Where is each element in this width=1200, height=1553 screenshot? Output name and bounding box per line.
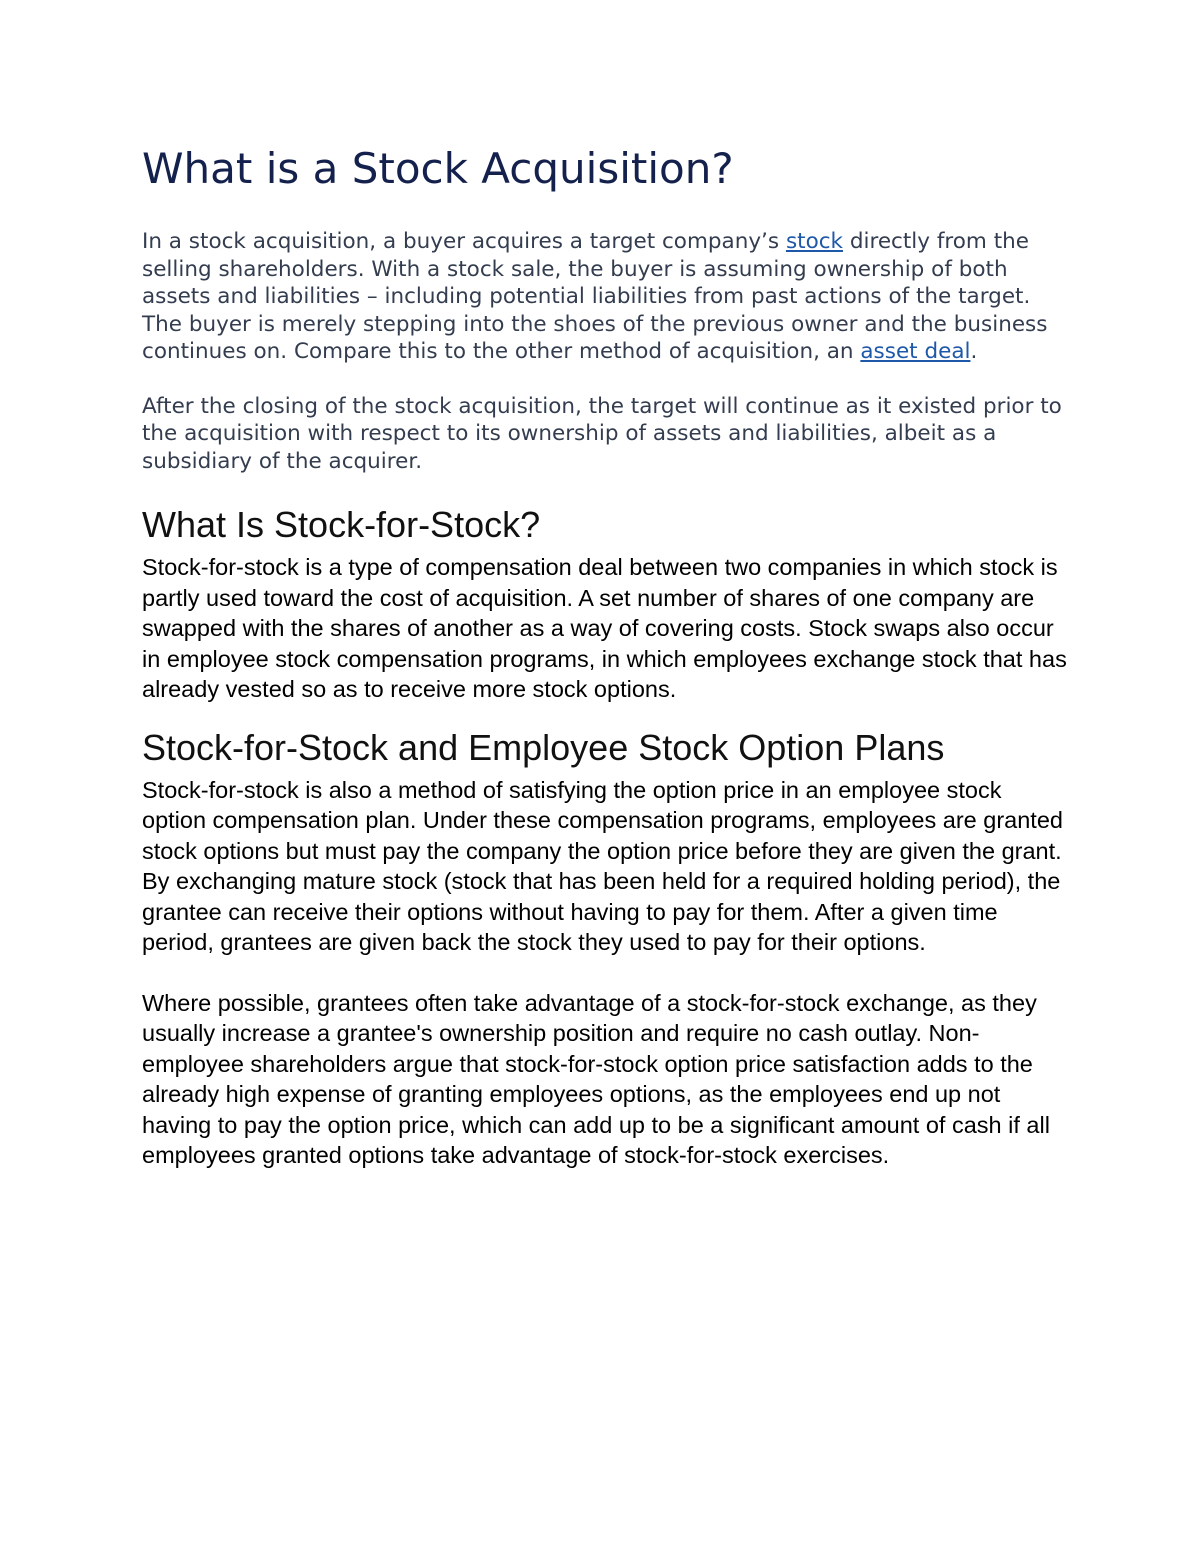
section-stock-for-stock <box>142 552 1072 705</box>
asset-deal-link[interactable]: asset deal <box>860 339 971 364</box>
intro-paragraph-2: After the closing of the stock acquisition, the target will continue as it existed prior to the acquisition with respect to its ownership of assets and liabilities, albeit as a subsidiary of the acquirer. <box>142 393 1062 474</box>
intro-text-middle: directly from the selling shareholders. With a stock sale, the buyer is assuming ownership of both assets and liabilities – including potential liabilities from past actions of the target. The buyer is merely stepping into the shoes of the previous owner and the business continues on. Compare this to the other method of acquisition, an <box>142 229 1048 364</box>
intro-text-before-link: In a stock acquisition, a buyer acquires a target company’s <box>142 229 786 254</box>
option-plans-paragraph-2: Where possible, grantees often take advantage of a stock-for-stock exchange, as they usually increase a grantee's ownership position and require no cash outlay. Non-employee shareholders argue that stock-for-stock option price satisfaction adds to the already high expense of granting employees options, as the employees end up not having to pay the option price, which can add up to be a significant amount of cash if all employees granted options take advantage of stock-for-stock exercises. <box>142 989 1050 1168</box>
stock-link[interactable]: stock <box>785 229 843 254</box>
section-employee-stock-option-plans <box>142 775 1072 1171</box>
document-content <box>142 140 1072 1171</box>
option-plans-paragraph-1: Stock-for-stock is also a method of satisfying the option price in an employee stock option compensation plan. Under these compensation programs, employees are granted stock options but must pay the company the option price before they are given the grant. By exchanging mature stock (stock that has been held for a required holding period), the grantee can receive their options without having to pay for them. After a given time period, grantees are given back the stock they used to pay for their options. <box>142 776 1063 955</box>
intro-section <box>142 228 1072 475</box>
stock-for-stock-paragraph: Stock-for-stock is a type of compensation deal between two companies in which stock is partly used toward the cost of acquisition. A set number of shares of one company are swapped with the shares of another as a way of covering costs. Stock swaps also occur in employee stock compensation programs, in which employees exchange stock that has already vested so as to receive more stock options. <box>142 554 1067 702</box>
section-heading-employee-stock-option-plans: Stock-for-Stock and Employee Stock Option Plans <box>142 726 945 768</box>
page-title: What is a Stock Acquisition? <box>142 144 734 193</box>
section-heading-stock-for-stock: What Is Stock-for-Stock? <box>142 504 541 545</box>
intro-paragraph-1 <box>142 228 1072 366</box>
intro-text-end: . <box>970 339 978 364</box>
